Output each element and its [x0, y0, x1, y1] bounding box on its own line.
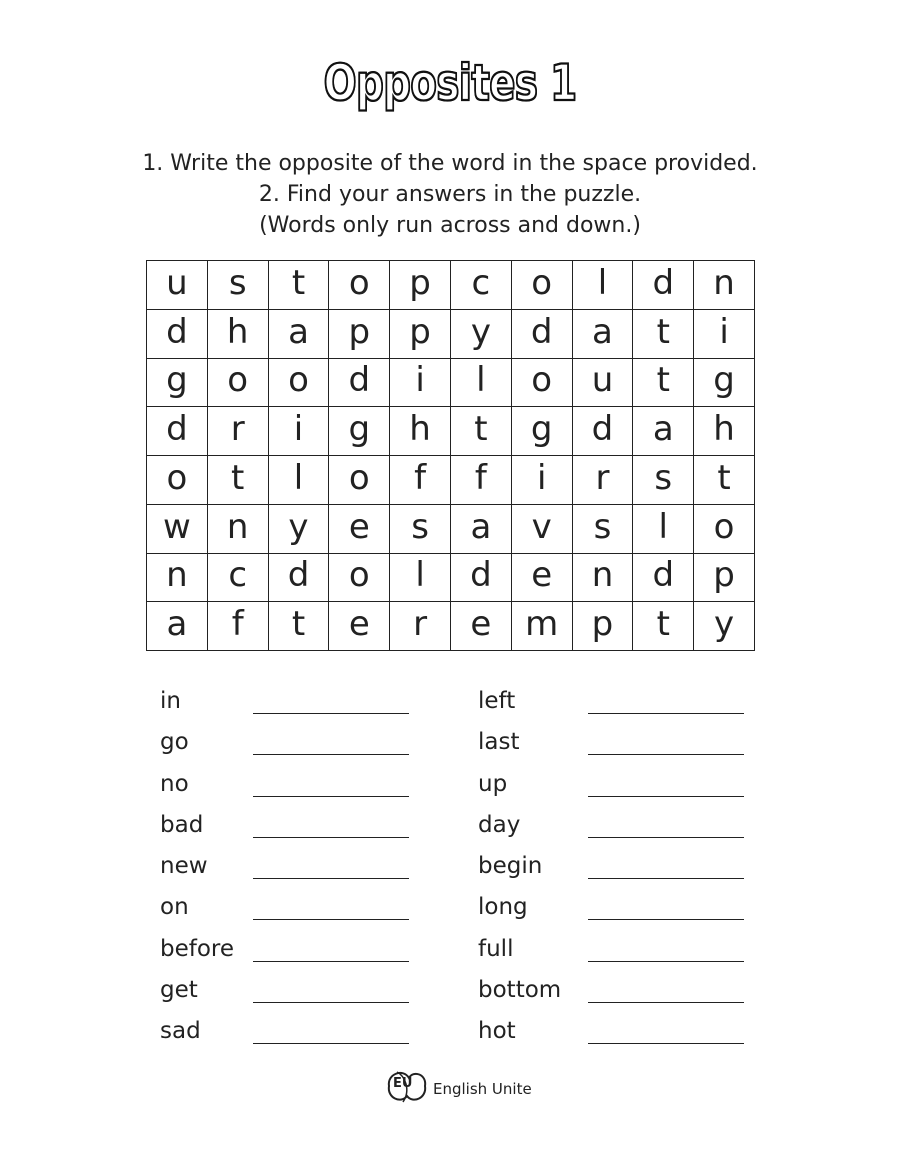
puzzle-cell: o	[208, 359, 269, 408]
puzzle-cell: h	[694, 407, 755, 456]
puzzle-cell: t	[269, 602, 330, 651]
puzzle-cell: n	[694, 261, 755, 310]
answer-blank[interactable]	[588, 796, 744, 797]
answer-blank[interactable]	[588, 919, 744, 920]
puzzle-cell: a	[451, 505, 512, 554]
clue-word: bottom	[478, 977, 562, 1004]
puzzle-cell: d	[633, 554, 694, 603]
answer-blank[interactable]	[588, 754, 744, 755]
puzzle-cell: d	[269, 554, 330, 603]
puzzle-cell: r	[208, 407, 269, 456]
puzzle-cell: l	[390, 554, 451, 603]
answer-blank[interactable]	[588, 961, 744, 962]
answer-blank[interactable]	[588, 713, 744, 714]
answer-blank[interactable]	[588, 1043, 744, 1044]
puzzle-cell: p	[694, 554, 755, 603]
puzzle-cell: a	[633, 407, 694, 456]
puzzle-cell: o	[269, 359, 330, 408]
clue-word: get	[160, 977, 198, 1004]
puzzle-cell: n	[147, 554, 208, 603]
puzzle-cell: e	[329, 602, 390, 651]
clue-word: hot	[478, 1018, 516, 1045]
answer-blank[interactable]	[253, 1002, 409, 1003]
clue-word: begin	[478, 853, 543, 880]
clue-word: before	[160, 935, 235, 962]
puzzle-cell: d	[451, 554, 512, 603]
puzzle-cell: y	[451, 310, 512, 359]
puzzle-cell: n	[208, 505, 269, 554]
puzzle-cell: c	[208, 554, 269, 603]
answer-blank[interactable]	[253, 878, 409, 879]
puzzle-cell: t	[633, 602, 694, 651]
puzzle-cell: g	[694, 359, 755, 408]
puzzle-cell: s	[390, 505, 451, 554]
clue-word: long	[478, 894, 528, 921]
english-unite-logo	[383, 1066, 431, 1106]
brand-name: English Unite	[433, 1080, 532, 1098]
puzzle-cell: i	[269, 407, 330, 456]
clue-word: up	[478, 770, 508, 797]
instruction-line-1: 1. Write the opposite of the word in the space provided.	[142, 151, 758, 176]
puzzle-cell: m	[512, 602, 573, 651]
puzzle-cell: g	[329, 407, 390, 456]
answer-blank[interactable]	[253, 961, 409, 962]
clue-word: sad	[160, 1018, 201, 1045]
puzzle-cell: s	[573, 505, 634, 554]
instructions	[0, 148, 900, 241]
clue-word: bad	[160, 811, 204, 838]
word-search-grid	[146, 260, 755, 651]
puzzle-cell: u	[573, 359, 634, 408]
puzzle-cell: y	[694, 602, 755, 651]
puzzle-cell: d	[147, 407, 208, 456]
answer-blank[interactable]	[253, 837, 409, 838]
puzzle-cell: o	[694, 505, 755, 554]
answer-blank[interactable]	[253, 754, 409, 755]
puzzle-cell: d	[633, 261, 694, 310]
puzzle-cell: i	[694, 310, 755, 359]
instruction-line-2: 2. Find your answers in the puzzle.	[258, 182, 642, 207]
puzzle-cell: u	[147, 261, 208, 310]
puzzle-cell: h	[390, 407, 451, 456]
puzzle-cell: d	[573, 407, 634, 456]
puzzle-cell: o	[329, 456, 390, 505]
puzzle-cell: r	[390, 602, 451, 651]
puzzle-cell: d	[329, 359, 390, 408]
puzzle-cell: c	[451, 261, 512, 310]
answer-blank[interactable]	[588, 1002, 744, 1003]
puzzle-cell: o	[329, 554, 390, 603]
answer-blank[interactable]	[253, 796, 409, 797]
answer-blank[interactable]	[588, 837, 744, 838]
clue-word: new	[160, 853, 208, 880]
puzzle-cell: o	[147, 456, 208, 505]
clue-word: full	[478, 935, 514, 962]
puzzle-cell: f	[390, 456, 451, 505]
clue-word: no	[160, 770, 189, 797]
puzzle-cell: g	[147, 359, 208, 408]
puzzle-cell: w	[147, 505, 208, 554]
puzzle-cell: p	[329, 310, 390, 359]
footer	[383, 1066, 532, 1106]
puzzle-cell: t	[269, 261, 330, 310]
puzzle-cell: d	[147, 310, 208, 359]
puzzle-cell: h	[208, 310, 269, 359]
puzzle-cell: t	[633, 310, 694, 359]
puzzle-cell: a	[147, 602, 208, 651]
puzzle-cell: s	[208, 261, 269, 310]
puzzle-cell: y	[269, 505, 330, 554]
puzzle-cell: t	[451, 407, 512, 456]
puzzle-cell: l	[451, 359, 512, 408]
page-title: Opposites 1	[323, 54, 577, 112]
clue-word: left	[478, 688, 516, 714]
puzzle-cell: e	[451, 602, 512, 651]
puzzle-cell: e	[329, 505, 390, 554]
instruction-line-3: (Words only run across and down.)	[259, 213, 641, 238]
puzzle-cell: l	[633, 505, 694, 554]
puzzle-cell: a	[573, 310, 634, 359]
puzzle-cell: t	[694, 456, 755, 505]
puzzle-cell: o	[512, 359, 573, 408]
answer-blank[interactable]	[253, 1043, 409, 1044]
puzzle-cell: l	[573, 261, 634, 310]
logo-letter-e: EU	[393, 1076, 413, 1091]
puzzle-cell: t	[208, 456, 269, 505]
puzzle-cell: f	[208, 602, 269, 651]
puzzle-cell: i	[390, 359, 451, 408]
puzzle-cell: n	[573, 554, 634, 603]
clue-word: in	[160, 688, 181, 714]
puzzle-cell: a	[269, 310, 330, 359]
puzzle-cell: p	[390, 310, 451, 359]
puzzle-cell: g	[512, 407, 573, 456]
puzzle-cell: i	[512, 456, 573, 505]
clue-word: last	[478, 729, 520, 756]
clue-word: day	[478, 811, 521, 838]
clue-word: go	[160, 729, 189, 756]
clue-word: on	[160, 894, 189, 921]
puzzle-cell: t	[633, 359, 694, 408]
puzzle-cell: l	[269, 456, 330, 505]
answer-blank[interactable]	[253, 713, 409, 714]
puzzle-cell: p	[573, 602, 634, 651]
answer-blank[interactable]	[253, 919, 409, 920]
puzzle-cell: p	[390, 261, 451, 310]
puzzle-cell: f	[451, 456, 512, 505]
answer-blank[interactable]	[588, 878, 744, 879]
puzzle-cell: o	[512, 261, 573, 310]
puzzle-cell: r	[573, 456, 634, 505]
puzzle-cell: e	[512, 554, 573, 603]
puzzle-cell: v	[512, 505, 573, 554]
puzzle-cell: s	[633, 456, 694, 505]
puzzle-cell: d	[512, 310, 573, 359]
puzzle-cell: o	[329, 261, 390, 310]
